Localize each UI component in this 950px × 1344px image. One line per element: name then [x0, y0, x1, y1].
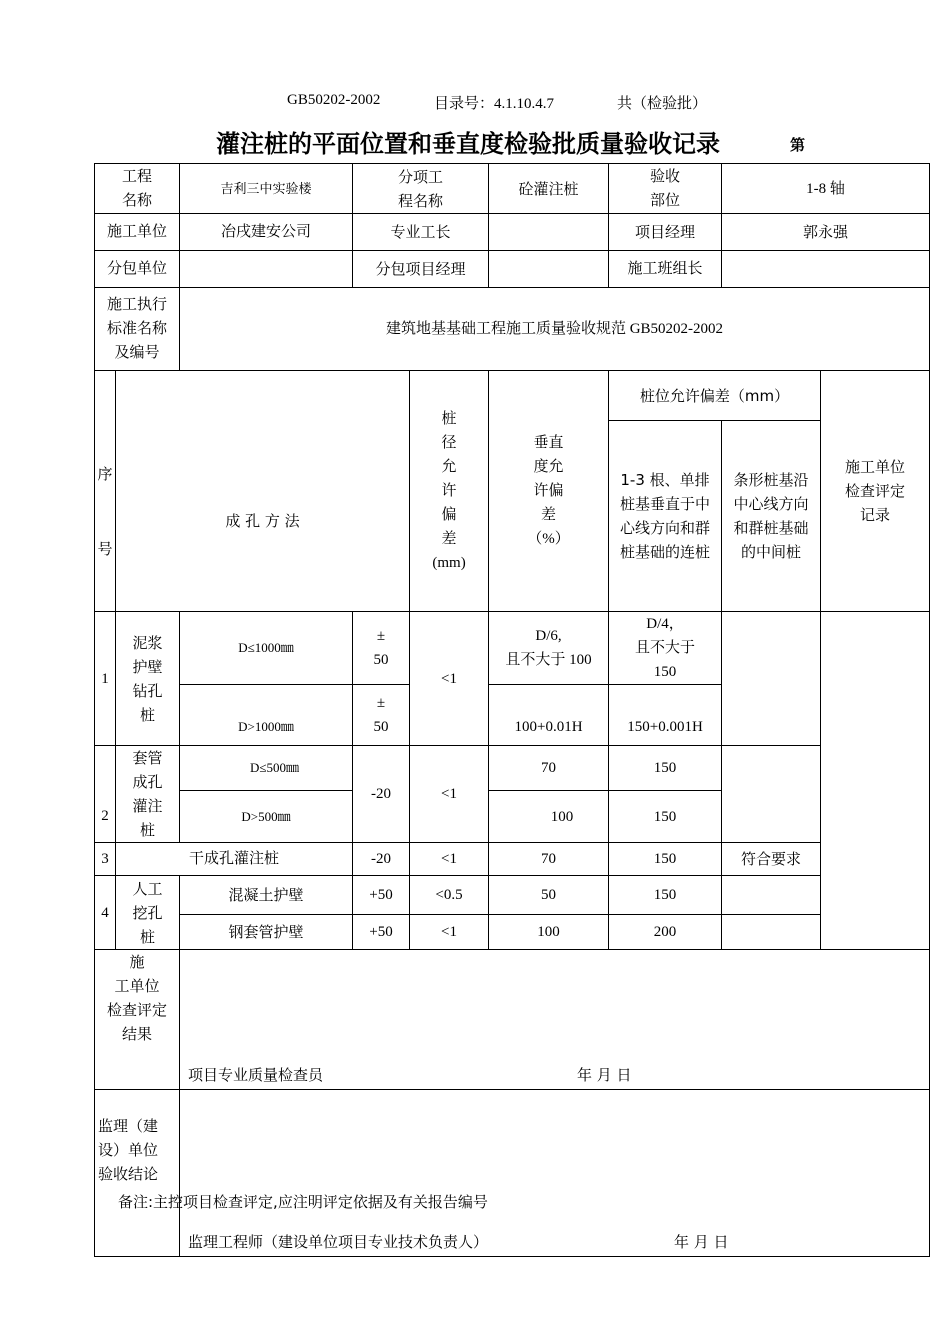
contractor-result-cell	[180, 950, 930, 1090]
row-3-pos-a: 70	[489, 843, 609, 876]
supervisor-conclusion-label: 监理（建 设）单位 验收结论	[95, 1090, 180, 1257]
accept-part-label: 验收 部位	[609, 164, 722, 214]
row-2b-pos-b: 150	[609, 791, 722, 843]
title-suffix: 第	[790, 136, 806, 154]
row-3-pos-b: 150	[609, 843, 722, 876]
footnote: 备注:主控项目检查评定,应注明评定依据及有关报告编号	[118, 1193, 488, 1211]
subitem-label: 分项工 程名称	[353, 164, 489, 214]
row-2b-pos-a: 100	[489, 791, 609, 843]
supervising-engineer-label: 监理工程师（建设单位项目专业技术负责人）	[188, 1233, 489, 1251]
team-leader-label: 施工班组长	[609, 251, 722, 288]
row-4a-pos-b: 150	[609, 876, 722, 915]
row-2-contractor-check	[722, 746, 821, 843]
supervisor-conclusion-date: 年 月 日	[674, 1233, 729, 1251]
subcontractor-value	[180, 251, 353, 288]
row-1b-pos-b: 150+0.001H	[609, 685, 722, 746]
row-4a-contractor-check	[722, 876, 821, 915]
row-4a-vert: <0.5	[410, 876, 489, 915]
row-2a-pos-b: 150	[609, 746, 722, 791]
row-1a-pos-b: D/4， 且不大于 150	[609, 612, 722, 685]
row-4b	[95, 915, 930, 950]
supervisor-check-cell	[821, 612, 930, 950]
document-title	[0, 124, 950, 158]
sub-pm-label: 分包项目经理	[353, 251, 489, 288]
row-1b-dia: ± 50	[353, 685, 410, 746]
contractor-result-row	[95, 950, 930, 1090]
row-1-contractor-check	[722, 612, 821, 746]
pm-label: 项目经理	[609, 214, 722, 251]
foreman-label: 专业工长	[353, 214, 489, 251]
row-2a-condition: D≤500㎜	[180, 746, 353, 791]
row-3	[95, 843, 930, 876]
row-4b-vert: <1	[410, 915, 489, 950]
document-header	[0, 92, 950, 114]
row-2a-pos-a: 70	[489, 746, 609, 791]
subcontractor-label: 分包单位	[95, 251, 180, 288]
row-2b-condition: D>500㎜	[180, 791, 353, 843]
inspection-record-table	[94, 163, 930, 1257]
row-3-type: 干成孔灌注桩	[116, 843, 353, 876]
position-a-header: 1-3 根、单排桩基垂直于中心线方向和群桩基础的连桩	[609, 421, 722, 612]
row-2-dia: -20	[353, 746, 410, 843]
row-4a	[95, 876, 930, 915]
row-3-vert: <1	[410, 843, 489, 876]
row-3-contractor-check: 符合要求	[722, 843, 821, 876]
method-header: 成 孔 方 法	[116, 371, 410, 612]
title-text: 灌注桩的平面位置和垂直度检验批质量验收记录	[216, 130, 720, 158]
total-batches: 共（检验批）	[617, 96, 708, 112]
position-tolerance-header: 桩位允许偏差（mm）	[609, 371, 821, 421]
row-1a	[95, 612, 930, 685]
contractor-label: 施工单位	[95, 214, 180, 251]
team-leader-value	[722, 251, 930, 288]
info-row-contractor	[95, 214, 930, 251]
row-4b-contractor-check	[722, 915, 821, 950]
standard-label: 施工执行 标准名称 及编号	[95, 288, 180, 371]
project-value: 吉利三中实验楼	[180, 164, 353, 214]
row-1b-pos-a: 100+0.01H	[489, 685, 609, 746]
vert-tolerance-header: 垂直 度允 许偏 差 （%）	[489, 371, 609, 612]
row-4b-pos-b: 200	[609, 915, 722, 950]
project-label: 工程 名称	[95, 164, 180, 214]
row-1-type: 泥浆 护壁 钻孔 桩	[116, 612, 180, 746]
row-1a-dia: ± 50	[353, 612, 410, 685]
row-4a-pos-a: 50	[489, 876, 609, 915]
info-row-subcontractor	[95, 251, 930, 288]
subitem-value: 砼灌注桩	[489, 164, 609, 214]
dia-tolerance-header: 桩 径 允 许 偏 差 (mm)	[410, 371, 489, 612]
row-2a	[95, 746, 930, 791]
accept-part-value: 1-8 轴	[722, 164, 930, 214]
standard-code: GB50202-2002	[287, 92, 381, 108]
sub-pm-value	[489, 251, 609, 288]
pm-value: 郭永强	[722, 214, 930, 251]
seq-header	[95, 371, 116, 612]
catalog-number: 目录号：4.1.10.4.7	[434, 96, 555, 112]
seq-bottom: 号	[97, 542, 113, 558]
row-4b-pos-a: 100	[489, 915, 609, 950]
contractor-result-date: 年 月 日	[577, 1066, 632, 1084]
row-4-type: 人工 挖孔 桩	[116, 876, 180, 950]
row-1a-pos-a: D/6, 且不大于 100	[489, 612, 609, 685]
row-4a-dia: +50	[353, 876, 410, 915]
row-4b-dia: +50	[353, 915, 410, 950]
row-1-vert: <1	[410, 612, 489, 746]
quality-inspector-label: 项目专业质量检查员	[188, 1066, 324, 1084]
row-1a-condition: D≤1000㎜	[180, 612, 353, 685]
foreman-value	[489, 214, 609, 251]
row-1-number: 1	[95, 612, 116, 746]
contractor-check-header: 施工单位 检查评定 记录	[821, 371, 930, 612]
row-4a-condition: 混凝土护壁	[180, 876, 353, 915]
info-row-project	[95, 164, 930, 214]
row-3-dia: -20	[353, 843, 410, 876]
row-4-number: 4	[95, 876, 116, 950]
info-row-standard	[95, 288, 930, 371]
row-2-type: 套管 成孔 灌注 桩	[116, 746, 180, 843]
standard-value: 建筑地基基础工程施工质量验收规范 GB50202-2002	[180, 288, 930, 371]
column-header-row-1	[95, 371, 930, 421]
position-b-header: 条形桩基沿中心线方向和群桩基础的中间桩	[722, 421, 821, 612]
row-2-vert: <1	[410, 746, 489, 843]
contractor-value: 冶戌建安公司	[180, 214, 353, 251]
seq-top: 序	[97, 467, 113, 483]
row-1b-condition: D>1000㎜	[180, 685, 353, 746]
row-2-number: 2	[95, 746, 116, 843]
supervisor-conclusion-row	[95, 1090, 930, 1257]
row-3-number: 3	[95, 843, 116, 876]
contractor-result-label: 施 工单位 检查评定 结果	[95, 950, 180, 1090]
row-4b-condition: 钢套管护壁	[180, 915, 353, 950]
supervisor-conclusion-cell	[180, 1090, 930, 1257]
